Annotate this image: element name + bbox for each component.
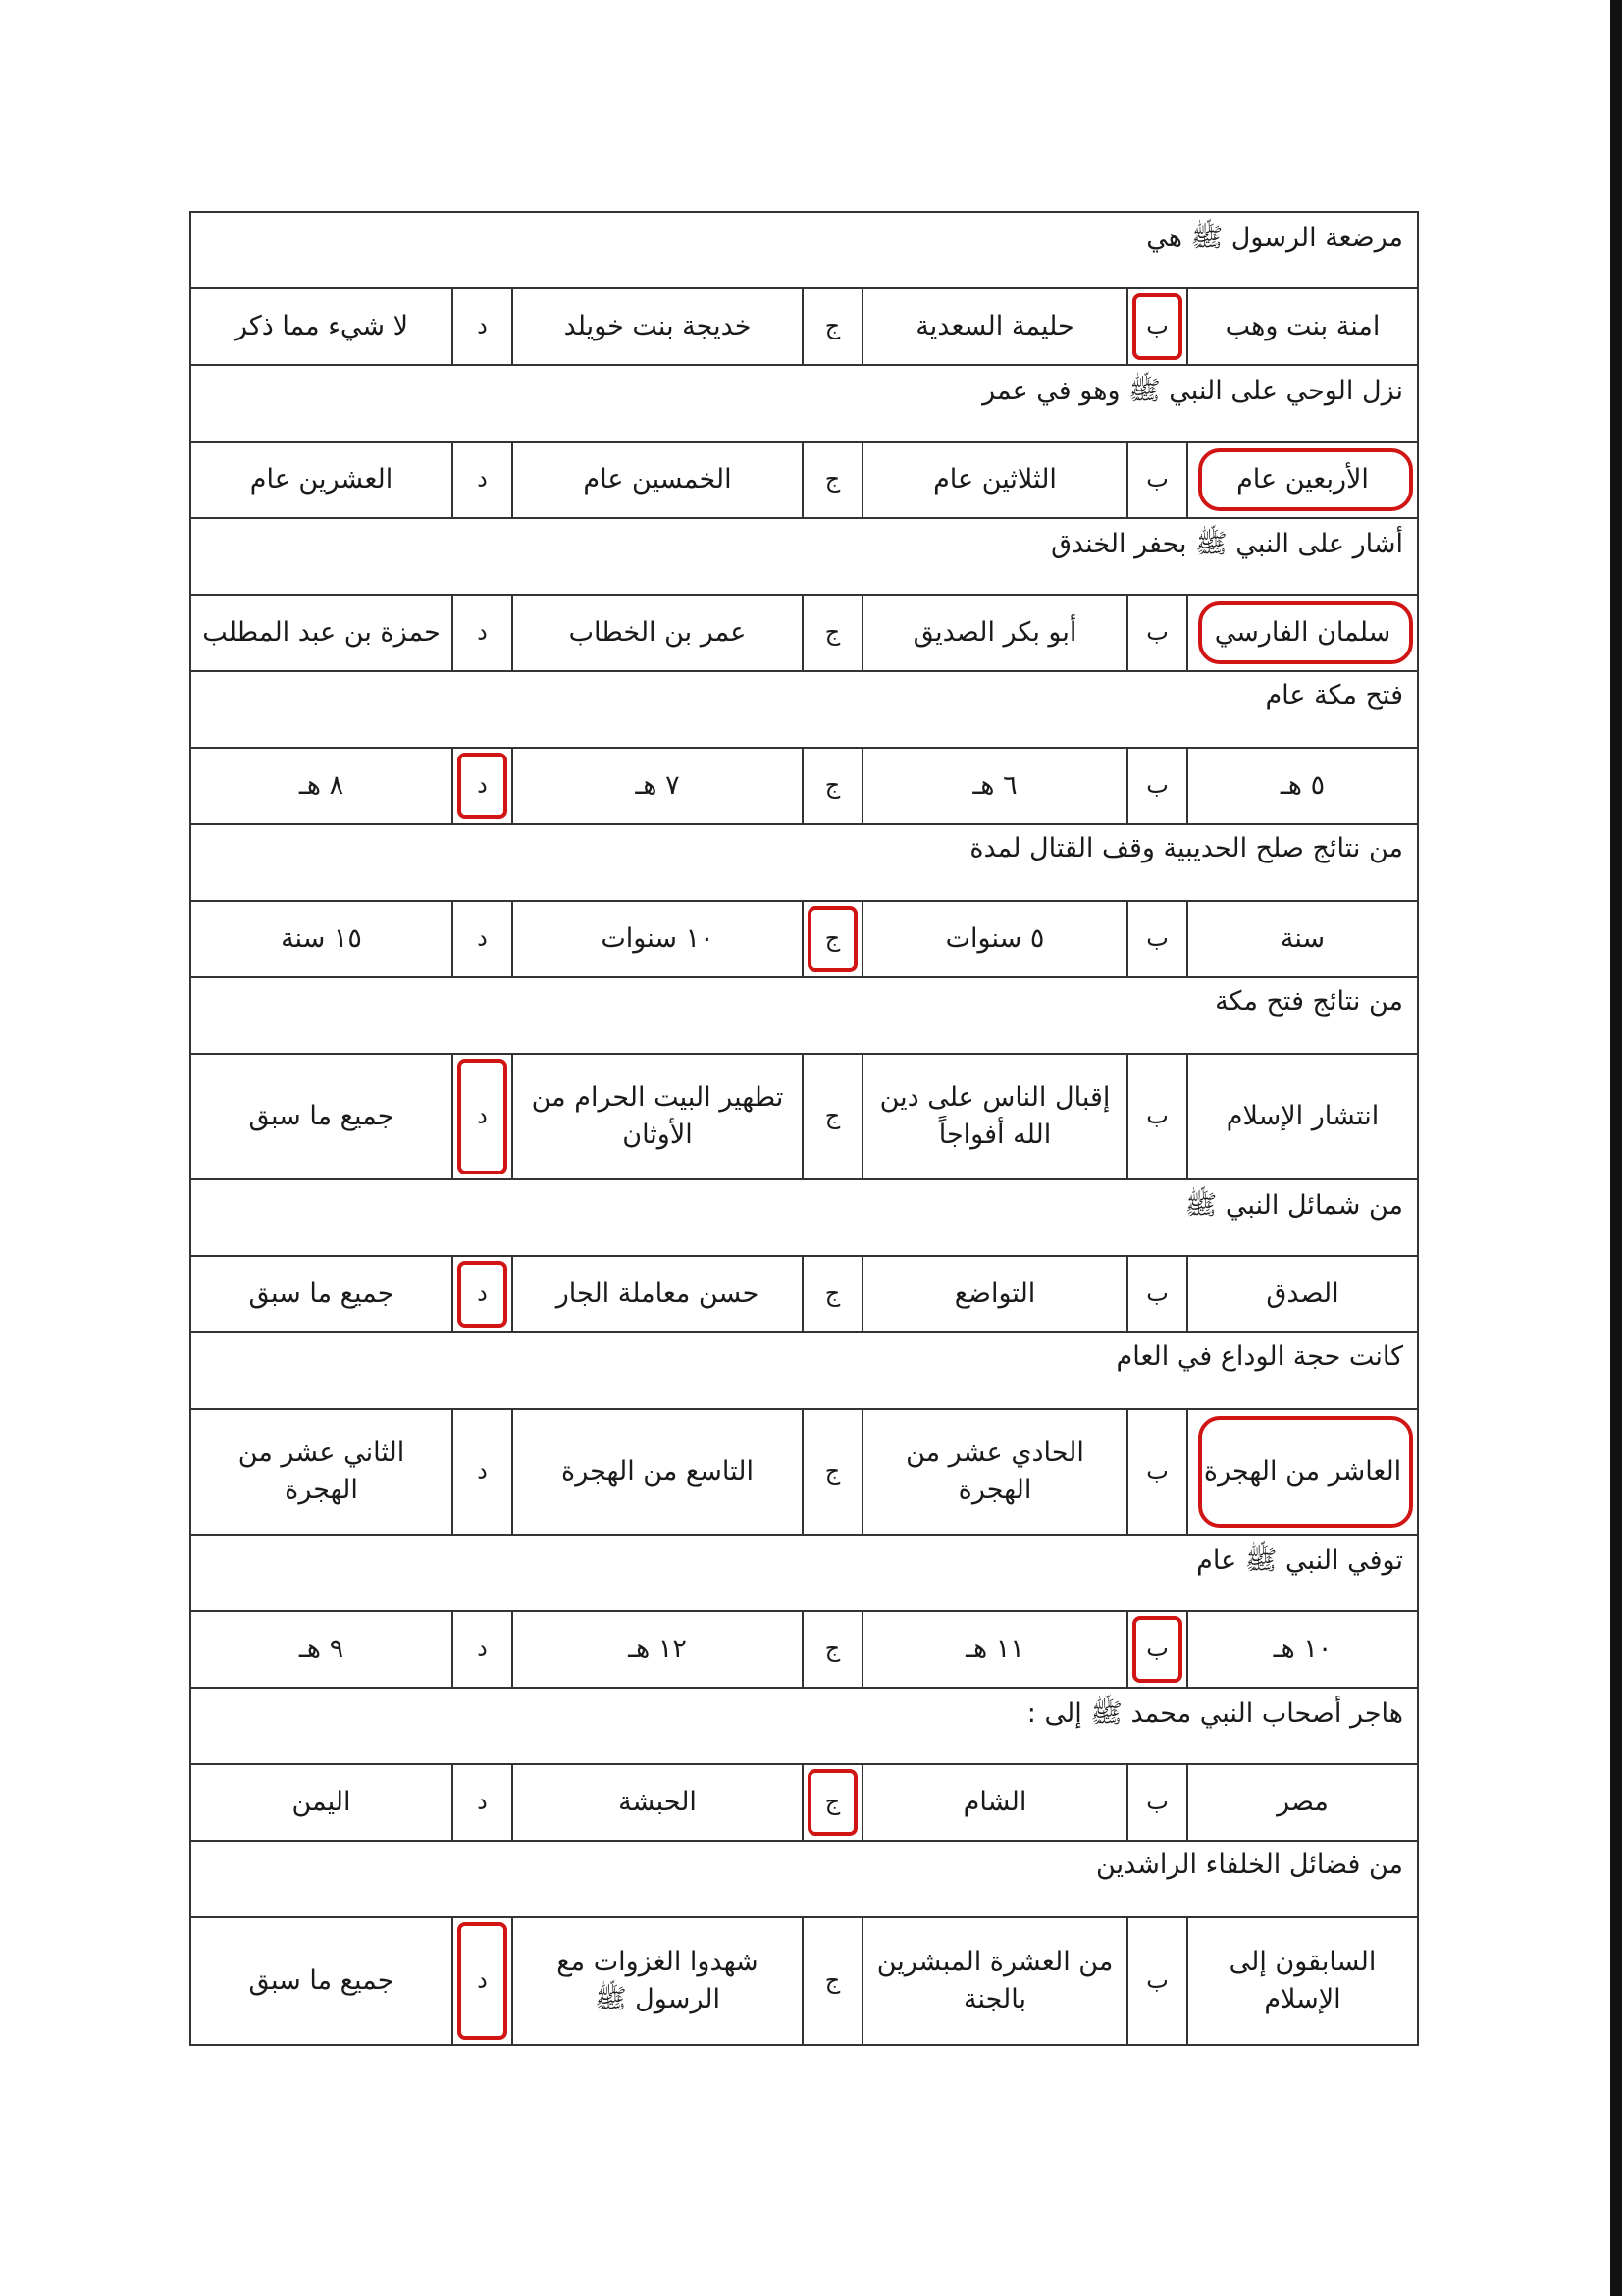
letter-d-cell bbox=[451, 443, 511, 517]
option-c-text: التاسع من الهجرة bbox=[561, 1456, 754, 1487]
letter-b-text: ب bbox=[1146, 312, 1169, 340]
question-text: من نتائج صلح الحديبية وقف القتال لمدة bbox=[191, 825, 1417, 902]
answer-row bbox=[191, 1257, 1417, 1333]
option-b-text: الحادي عشر من الهجرة bbox=[906, 1437, 1084, 1505]
answer-row bbox=[191, 1765, 1417, 1842]
letter-b-text: ب bbox=[1146, 1102, 1169, 1130]
option-c-cell bbox=[511, 443, 802, 517]
letter-c-text: ج bbox=[824, 1457, 841, 1486]
letter-c-text: ج bbox=[824, 924, 841, 953]
option-d-cell bbox=[191, 1612, 451, 1687]
option-c-cell bbox=[511, 596, 802, 670]
option-d-cell bbox=[191, 1257, 451, 1331]
option-d-text: لا شيء مما ذكر bbox=[234, 311, 409, 342]
option-b-cell bbox=[862, 1765, 1126, 1840]
letter-c-text: ج bbox=[824, 465, 841, 494]
letter-b-text: ب bbox=[1146, 1966, 1169, 1995]
letter-b-text: ب bbox=[1146, 924, 1169, 953]
option-d-cell bbox=[191, 902, 451, 976]
option-a-text: العاشر من الهجرة bbox=[1203, 1456, 1402, 1487]
letter-d-cell bbox=[451, 1918, 511, 2044]
letter-d-text: د bbox=[477, 618, 488, 647]
option-b-text: الشام bbox=[963, 1787, 1027, 1818]
answer-row bbox=[191, 289, 1417, 366]
letter-b-text: ب bbox=[1146, 1788, 1169, 1816]
letter-b-cell bbox=[1126, 1612, 1186, 1687]
option-b-cell bbox=[862, 902, 1126, 976]
answer-row bbox=[191, 902, 1417, 978]
answer-row bbox=[191, 749, 1417, 825]
answer-row bbox=[191, 1918, 1417, 2044]
option-c-cell bbox=[511, 1918, 802, 2044]
letter-d-text: د bbox=[477, 1457, 488, 1486]
option-d-cell bbox=[191, 596, 451, 670]
letter-b-text: ب bbox=[1146, 1279, 1169, 1308]
option-b-cell bbox=[862, 749, 1126, 823]
option-c-text: الخمسين عام bbox=[583, 464, 732, 496]
option-d-text: اليمن bbox=[291, 1787, 351, 1818]
option-b-text: حليمة السعدية bbox=[916, 311, 1074, 342]
letter-d-text: د bbox=[477, 1635, 488, 1663]
option-b-cell bbox=[862, 1918, 1126, 2044]
question-text: فتح مكة عام bbox=[191, 672, 1417, 749]
option-d-text: حمزة بن عبد المطلب bbox=[202, 617, 441, 649]
option-b-text: الثلاثين عام bbox=[933, 464, 1057, 496]
letter-d-cell bbox=[451, 596, 511, 670]
option-d-text: ٩ هـ bbox=[298, 1634, 344, 1665]
letter-d-cell bbox=[451, 289, 511, 364]
option-d-text: جميع ما سبق bbox=[248, 1101, 394, 1132]
option-a-cell bbox=[1186, 1918, 1417, 2044]
letter-c-cell bbox=[802, 1918, 862, 2044]
option-a-text: سنة bbox=[1280, 923, 1326, 955]
option-a-cell bbox=[1186, 1257, 1417, 1331]
option-c-text: خديجة بنت خويلد bbox=[563, 311, 752, 342]
answer-row bbox=[191, 1055, 1417, 1180]
option-b-cell bbox=[862, 596, 1126, 670]
letter-c-text: ج bbox=[824, 1635, 841, 1663]
option-b-text: ١١ هـ bbox=[966, 1634, 1024, 1665]
option-a-cell bbox=[1186, 289, 1417, 364]
option-c-text: شهدوا الغزوات مع الرسول ﷺ bbox=[556, 1947, 759, 2014]
letter-b-cell bbox=[1126, 596, 1186, 670]
question-text: هاجر أصحاب النبي محمد ﷺ إلى : bbox=[191, 1689, 1417, 1765]
question-text: مرضعة الرسول ﷺ هي bbox=[191, 213, 1417, 289]
question-text: من نتائج فتح مكة bbox=[191, 978, 1417, 1055]
letter-d-text: د bbox=[477, 1102, 488, 1130]
letter-b-text: ب bbox=[1146, 1457, 1169, 1486]
letter-b-text: ب bbox=[1146, 618, 1169, 647]
letter-c-text: ج bbox=[824, 771, 841, 800]
letter-c-cell bbox=[802, 902, 862, 976]
question-text: أشار على النبي ﷺ بحفر الخندق bbox=[191, 519, 1417, 596]
letter-b-cell bbox=[1126, 902, 1186, 976]
option-b-text: أبو بكر الصديق bbox=[913, 617, 1077, 649]
option-c-text: عمر بن الخطاب bbox=[568, 617, 747, 649]
option-d-cell bbox=[191, 443, 451, 517]
letter-c-cell bbox=[802, 596, 862, 670]
option-a-cell bbox=[1186, 1765, 1417, 1840]
letter-d-cell bbox=[451, 1765, 511, 1840]
option-b-cell bbox=[862, 1410, 1126, 1534]
option-a-text: السابقون إلى الإسلام bbox=[1229, 1947, 1377, 2014]
letter-d-text: د bbox=[477, 1966, 488, 1995]
letter-d-text: د bbox=[477, 465, 488, 494]
option-d-text: العشرين عام bbox=[249, 464, 393, 496]
question-text: من شمائل النبي ﷺ bbox=[191, 1180, 1417, 1257]
option-d-cell bbox=[191, 1765, 451, 1840]
option-a-cell bbox=[1186, 443, 1417, 517]
letter-d-cell bbox=[451, 749, 511, 823]
page-edge-shadow bbox=[1610, 0, 1622, 2296]
option-b-cell bbox=[862, 1055, 1126, 1178]
answer-row bbox=[191, 1612, 1417, 1689]
letter-d-text: د bbox=[477, 312, 488, 340]
question-text: نزل الوحي على النبي ﷺ وهو في عمر bbox=[191, 366, 1417, 443]
letter-c-text: ج bbox=[824, 618, 841, 647]
letter-d-cell bbox=[451, 1055, 511, 1178]
option-b-text: إقبال الناس على دين الله أفواجاً bbox=[879, 1082, 1111, 1150]
option-c-text: ٧ هـ bbox=[635, 770, 680, 802]
option-c-text: حسن معاملة الجار bbox=[555, 1278, 759, 1310]
answer-row bbox=[191, 596, 1417, 672]
letter-c-text: ج bbox=[824, 1788, 841, 1816]
quiz-table bbox=[189, 211, 1419, 2046]
letter-c-text: ج bbox=[824, 312, 841, 340]
letter-b-cell bbox=[1126, 1410, 1186, 1534]
letter-c-cell bbox=[802, 749, 862, 823]
letter-d-cell bbox=[451, 1410, 511, 1534]
option-b-text: التواضع bbox=[954, 1278, 1036, 1310]
option-c-text: ١٢ هـ bbox=[628, 1634, 687, 1665]
option-c-cell bbox=[511, 1765, 802, 1840]
option-d-text: ١٥ سنة bbox=[281, 923, 362, 955]
letter-b-text: ب bbox=[1146, 1635, 1169, 1663]
letter-b-text: ب bbox=[1146, 465, 1169, 494]
letter-b-cell bbox=[1126, 1257, 1186, 1331]
option-a-cell bbox=[1186, 1612, 1417, 1687]
option-a-text: سلمان الفارسي bbox=[1214, 617, 1391, 649]
letter-c-cell bbox=[802, 1410, 862, 1534]
option-d-text: الثاني عشر من الهجرة bbox=[237, 1437, 405, 1505]
letter-c-text: ج bbox=[824, 1966, 841, 1995]
letter-c-cell bbox=[802, 1055, 862, 1178]
option-a-cell bbox=[1186, 1410, 1417, 1534]
option-c-cell bbox=[511, 1055, 802, 1178]
letter-c-cell bbox=[802, 443, 862, 517]
option-a-cell bbox=[1186, 902, 1417, 976]
option-a-text: انتشار الإسلام bbox=[1226, 1101, 1380, 1132]
option-d-cell bbox=[191, 289, 451, 364]
option-c-text: تطهير البيت الحرام من الأوثان bbox=[531, 1082, 784, 1150]
letter-b-cell bbox=[1126, 749, 1186, 823]
option-b-text: من العشرة المبشرين بالجنة bbox=[876, 1947, 1114, 2014]
option-c-text: الحبشة bbox=[618, 1787, 697, 1818]
letter-b-text: ب bbox=[1146, 771, 1169, 800]
letter-c-cell bbox=[802, 1765, 862, 1840]
option-b-cell bbox=[862, 1257, 1126, 1331]
option-c-cell bbox=[511, 902, 802, 976]
option-d-text: جميع ما سبق bbox=[248, 1965, 394, 1997]
option-a-text: ١٠ هـ bbox=[1273, 1634, 1333, 1665]
letter-d-text: د bbox=[477, 924, 488, 953]
option-b-cell bbox=[862, 289, 1126, 364]
option-b-text: ٥ سنوات bbox=[945, 923, 1045, 955]
question-text: من فضائل الخلفاء الراشدين bbox=[191, 1842, 1417, 1918]
option-d-text: ٨ هـ bbox=[298, 770, 344, 802]
letter-b-cell bbox=[1126, 1765, 1186, 1840]
option-b-cell bbox=[862, 443, 1126, 517]
option-a-cell bbox=[1186, 749, 1417, 823]
letter-c-cell bbox=[802, 289, 862, 364]
option-c-cell bbox=[511, 749, 802, 823]
letter-b-cell bbox=[1126, 1918, 1186, 2044]
option-d-cell bbox=[191, 1410, 451, 1534]
option-c-cell bbox=[511, 1410, 802, 1534]
letter-b-cell bbox=[1126, 289, 1186, 364]
question-text: كانت حجة الوداع في العام bbox=[191, 1333, 1417, 1410]
option-a-cell bbox=[1186, 596, 1417, 670]
option-a-text: الصدق bbox=[1266, 1278, 1339, 1310]
letter-c-cell bbox=[802, 1612, 862, 1687]
letter-d-text: د bbox=[477, 1279, 488, 1308]
option-a-text: ٥ هـ bbox=[1280, 770, 1326, 802]
option-c-cell bbox=[511, 1257, 802, 1331]
letter-b-cell bbox=[1126, 1055, 1186, 1178]
option-b-cell bbox=[862, 1612, 1126, 1687]
letter-c-text: ج bbox=[824, 1279, 841, 1308]
letter-c-text: ج bbox=[824, 1102, 841, 1130]
option-d-cell bbox=[191, 749, 451, 823]
letter-d-cell bbox=[451, 902, 511, 976]
option-a-text: الأربعين عام bbox=[1236, 464, 1369, 496]
option-d-cell bbox=[191, 1918, 451, 2044]
letter-d-text: د bbox=[477, 771, 488, 800]
option-c-cell bbox=[511, 289, 802, 364]
answer-row bbox=[191, 443, 1417, 519]
option-a-cell bbox=[1186, 1055, 1417, 1178]
letter-b-cell bbox=[1126, 443, 1186, 517]
option-d-text: جميع ما سبق bbox=[248, 1278, 394, 1310]
option-a-text: امنة بنت وهب bbox=[1225, 311, 1381, 342]
option-d-cell bbox=[191, 1055, 451, 1178]
question-text: توفي النبي ﷺ عام bbox=[191, 1536, 1417, 1612]
letter-d-cell bbox=[451, 1612, 511, 1687]
option-c-text: ١٠ سنوات bbox=[601, 923, 714, 955]
letter-c-cell bbox=[802, 1257, 862, 1331]
option-a-text: مصر bbox=[1277, 1787, 1329, 1818]
option-c-cell bbox=[511, 1612, 802, 1687]
letter-d-cell bbox=[451, 1257, 511, 1331]
letter-d-text: د bbox=[477, 1788, 488, 1816]
option-b-text: ٦ هـ bbox=[972, 770, 1018, 802]
answer-row bbox=[191, 1410, 1417, 1536]
